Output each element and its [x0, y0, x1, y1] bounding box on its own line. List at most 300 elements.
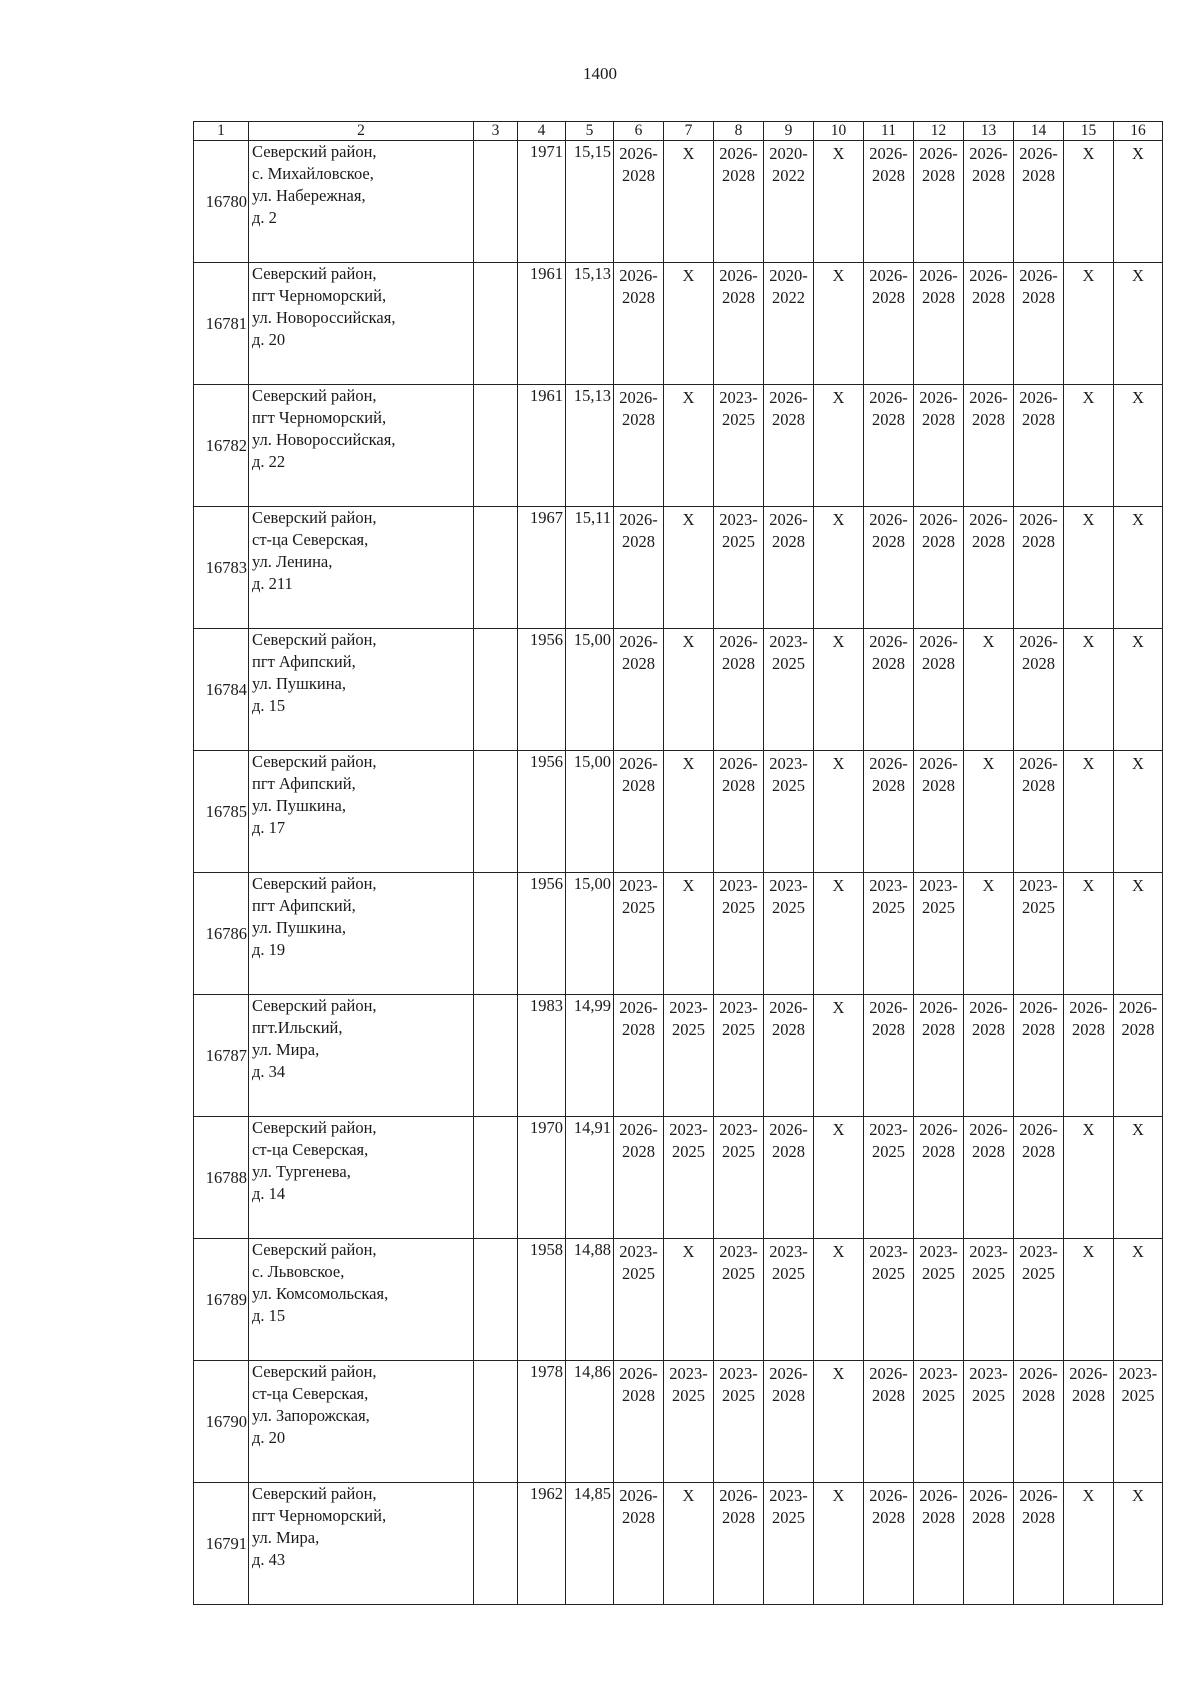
housing-register-table: [193, 121, 1163, 1605]
period-line: 2025: [722, 1264, 755, 1283]
record-id: 16786: [194, 873, 249, 995]
period-line: X: [682, 632, 695, 651]
period-line: X: [1082, 754, 1095, 773]
value-cell: 14,88: [566, 1239, 614, 1361]
period-line: 2026-: [1019, 1364, 1058, 1383]
address-line: пгт Черноморский,: [252, 1506, 387, 1525]
address-line: ул. Ленина,: [252, 552, 333, 571]
period-line: 2028: [922, 410, 955, 429]
period-line: 2028: [972, 288, 1005, 307]
period-line: X: [682, 144, 695, 163]
period-line: 2028: [722, 288, 755, 307]
period-cell: [664, 141, 714, 263]
period-cell: [814, 751, 864, 873]
value-cell: 15,00: [566, 629, 614, 751]
table-row: [194, 629, 1163, 751]
table-row: [194, 507, 1163, 629]
period-line: 2028: [1072, 1386, 1105, 1405]
period-line: 2025: [722, 1386, 755, 1405]
period-cell: [664, 629, 714, 751]
address-line: пгт Афипский,: [252, 774, 356, 793]
period-line: 2023-: [769, 876, 808, 895]
period-line: 2026-: [769, 388, 808, 407]
period-cell: [614, 507, 664, 629]
period-line: 2028: [722, 166, 755, 185]
period-line: 2025: [972, 1386, 1005, 1405]
address-line: ст-ца Северская,: [252, 1384, 369, 1403]
period-cell: [964, 385, 1014, 507]
period-line: 2026-: [919, 1486, 958, 1505]
year-cell: 1970: [518, 1117, 566, 1239]
period-line: 2028: [1022, 1020, 1055, 1039]
period-cell: [914, 629, 964, 751]
period-cell: [914, 263, 964, 385]
empty-cell: [474, 1361, 518, 1483]
address-cell: [249, 1361, 474, 1483]
period-line: 2026-: [969, 510, 1008, 529]
period-line: X: [982, 632, 995, 651]
period-line: 2028: [972, 1020, 1005, 1039]
period-cell: [714, 385, 764, 507]
period-cell: [1014, 1117, 1064, 1239]
address-line: д. 15: [252, 1306, 286, 1325]
period-line: 2028: [1022, 410, 1055, 429]
period-line: X: [832, 1364, 845, 1383]
address-cell: [249, 385, 474, 507]
period-line: 2028: [872, 776, 905, 795]
table-body: [194, 122, 1163, 1605]
column-number: 8: [714, 122, 764, 141]
year-cell: 1978: [518, 1361, 566, 1483]
period-cell: [714, 141, 764, 263]
address-cell: [249, 1483, 474, 1605]
period-line: 2026-: [969, 266, 1008, 285]
period-cell: [614, 263, 664, 385]
address-cell: [249, 995, 474, 1117]
address-cell: [249, 629, 474, 751]
record-id: 16783: [194, 507, 249, 629]
period-line: 2026-: [1019, 1486, 1058, 1505]
period-line: 2025: [922, 898, 955, 917]
address-line: ул. Пушкина,: [252, 674, 347, 693]
period-cell: [1014, 995, 1064, 1117]
address-line: Северский район,: [252, 630, 377, 649]
period-line: 2025: [772, 776, 805, 795]
period-line: 2028: [872, 410, 905, 429]
period-cell: [614, 1483, 664, 1605]
column-number: 9: [764, 122, 814, 141]
record-id: 16784: [194, 629, 249, 751]
value-cell: 15,11: [566, 507, 614, 629]
column-number: 13: [964, 122, 1014, 141]
period-cell: [764, 385, 814, 507]
period-line: 2028: [972, 532, 1005, 551]
period-cell: [864, 385, 914, 507]
period-line: 2028: [722, 1508, 755, 1527]
period-line: X: [1132, 754, 1144, 773]
period-cell: [1114, 751, 1163, 873]
period-line: X: [1132, 1120, 1144, 1139]
period-cell: [1064, 507, 1114, 629]
period-cell: [764, 751, 814, 873]
period-line: 2023-: [769, 1242, 808, 1261]
period-line: 2026-: [1019, 632, 1058, 651]
period-line: 2026-: [919, 632, 958, 651]
period-line: 2025: [1121, 1386, 1155, 1405]
period-cell: [1014, 1361, 1064, 1483]
period-line: 2026-: [769, 1364, 808, 1383]
address-line: ул. Тургенева,: [252, 1162, 351, 1181]
period-line: X: [1082, 266, 1095, 285]
period-line: 2028: [772, 1386, 805, 1405]
period-cell: [914, 751, 964, 873]
period-line: 2028: [972, 1142, 1005, 1161]
value-cell: 14,99: [566, 995, 614, 1117]
page-number: 1400: [583, 64, 617, 83]
period-cell: [814, 507, 864, 629]
period-line: 2026-: [769, 510, 808, 529]
period-line: 2028: [722, 776, 755, 795]
period-cell: [714, 995, 764, 1117]
period-line: X: [832, 144, 845, 163]
column-number: 12: [914, 122, 964, 141]
table-row: [194, 1239, 1163, 1361]
value-cell: 14,86: [566, 1361, 614, 1483]
period-line: X: [832, 876, 845, 895]
column-number: 2: [249, 122, 474, 141]
period-line: X: [832, 388, 845, 407]
period-line: X: [682, 388, 695, 407]
period-line: 2025: [972, 1264, 1005, 1283]
period-line: 2026-: [919, 510, 958, 529]
period-line: 2028: [1022, 654, 1055, 673]
address-line: ст-ца Северская,: [252, 1140, 369, 1159]
record-id: 16789: [194, 1239, 249, 1361]
period-line: 2023-: [919, 1364, 958, 1383]
period-line: 2026-: [719, 144, 758, 163]
period-cell: [1014, 1239, 1064, 1361]
period-cell: [764, 141, 814, 263]
period-cell: [614, 873, 664, 995]
period-line: X: [1132, 1486, 1144, 1505]
address-line: д. 2: [252, 208, 277, 227]
address-line: Северский район,: [252, 508, 377, 527]
period-cell: [814, 995, 864, 1117]
period-line: 2028: [922, 166, 955, 185]
period-line: 2025: [722, 1142, 755, 1161]
period-line: 2026-: [869, 1486, 908, 1505]
period-line: 2026-: [919, 754, 958, 773]
period-cell: [1114, 995, 1163, 1117]
address-line: ул. Пушкина,: [252, 796, 347, 815]
period-line: 2028: [1072, 1020, 1105, 1039]
period-line: 2023-: [719, 388, 758, 407]
period-line: 2028: [622, 776, 655, 795]
period-cell: [964, 995, 1014, 1117]
period-line: 2028: [872, 1020, 905, 1039]
period-cell: [714, 873, 764, 995]
period-line: 2026-: [969, 144, 1008, 163]
address-line: Северский район,: [252, 1240, 377, 1259]
address-line: ул. Новороссийская,: [252, 308, 396, 327]
period-cell: [914, 873, 964, 995]
period-cell: [664, 873, 714, 995]
period-line: 2028: [1022, 776, 1055, 795]
column-number: 16: [1114, 122, 1163, 141]
record-id: 16787: [194, 995, 249, 1117]
period-line: 2026-: [619, 754, 658, 773]
period-line: 2023-: [1118, 1364, 1158, 1383]
period-line: 2028: [622, 1020, 655, 1039]
period-cell: [1064, 141, 1114, 263]
period-cell: [714, 1239, 764, 1361]
period-line: 2023-: [769, 754, 808, 773]
period-cell: [1014, 1483, 1064, 1605]
address-line: Северский район,: [252, 386, 377, 405]
address-line: с. Львовское,: [252, 1262, 345, 1281]
year-cell: 1956: [518, 629, 566, 751]
period-cell: [964, 141, 1014, 263]
address-line: пгт.Ильский,: [252, 1018, 343, 1037]
address-line: д. 211: [252, 574, 293, 593]
year-cell: 1983: [518, 995, 566, 1117]
period-line: 2026-: [1019, 388, 1058, 407]
period-cell: [964, 263, 1014, 385]
period-line: X: [1132, 266, 1144, 285]
period-cell: [764, 1239, 814, 1361]
period-line: 2028: [922, 1508, 955, 1527]
period-line: X: [1082, 144, 1095, 163]
value-cell: 14,91: [566, 1117, 614, 1239]
address-line: ул. Комсомольская,: [252, 1284, 389, 1303]
period-line: 2025: [772, 1264, 805, 1283]
period-line: 2025: [872, 1142, 905, 1161]
period-cell: [614, 1239, 664, 1361]
year-cell: 1961: [518, 263, 566, 385]
period-cell: [914, 385, 964, 507]
period-line: 2026-: [719, 754, 758, 773]
period-cell: [1114, 1361, 1163, 1483]
period-line: 2028: [872, 288, 905, 307]
period-line: 2022: [772, 166, 805, 185]
period-line: 2026-: [719, 1486, 758, 1505]
period-cell: [864, 873, 914, 995]
table-row: [194, 263, 1163, 385]
period-line: 2028: [922, 654, 955, 673]
period-line: X: [1082, 632, 1095, 651]
period-cell: [1064, 1117, 1114, 1239]
period-line: 2023-: [669, 1364, 708, 1383]
period-line: 2028: [622, 532, 655, 551]
period-line: X: [1082, 1486, 1095, 1505]
period-line: 2023-: [619, 876, 658, 895]
period-line: 2028: [922, 776, 955, 795]
address-line: д. 14: [252, 1184, 286, 1203]
address-line: д. 34: [252, 1062, 286, 1081]
value-cell: 15,13: [566, 263, 614, 385]
period-line: 2023-: [919, 1242, 958, 1261]
period-line: 2028: [772, 532, 805, 551]
period-line: 2020-: [769, 266, 808, 285]
period-cell: [764, 629, 814, 751]
period-line: 2023-: [869, 876, 908, 895]
period-line: 2023-: [719, 1242, 758, 1261]
period-line: 2028: [772, 410, 805, 429]
period-line: 2028: [1022, 288, 1055, 307]
period-line: 2025: [672, 1020, 705, 1039]
period-cell: [864, 507, 914, 629]
period-line: X: [1132, 1242, 1144, 1261]
period-cell: [714, 263, 764, 385]
period-line: 2025: [872, 1264, 905, 1283]
period-line: X: [1132, 632, 1144, 651]
period-line: 2026-: [1069, 1364, 1108, 1383]
empty-cell: [474, 1117, 518, 1239]
empty-cell: [474, 751, 518, 873]
period-line: 2025: [772, 654, 805, 673]
period-cell: [1014, 751, 1064, 873]
period-cell: [614, 995, 664, 1117]
address-cell: [249, 751, 474, 873]
address-line: ст-ца Северская,: [252, 530, 369, 549]
period-cell: [864, 141, 914, 263]
period-cell: [1114, 263, 1163, 385]
period-cell: [664, 1483, 714, 1605]
period-cell: [614, 751, 664, 873]
table-row: [194, 141, 1163, 263]
period-cell: [914, 1361, 964, 1483]
period-line: 2023-: [1019, 1242, 1058, 1261]
period-line: 2028: [972, 1508, 1005, 1527]
empty-cell: [474, 629, 518, 751]
period-line: 2028: [872, 1508, 905, 1527]
period-line: 2026-: [869, 388, 908, 407]
period-line: 2028: [622, 1508, 655, 1527]
period-line: 2023-: [919, 876, 958, 895]
period-cell: [714, 1483, 764, 1605]
period-line: 2026-: [1118, 998, 1158, 1017]
address-line: Северский район,: [252, 874, 377, 893]
column-number: 5: [566, 122, 614, 141]
period-line: 2028: [622, 654, 655, 673]
column-number: 15: [1064, 122, 1114, 141]
period-line: 2026-: [919, 144, 958, 163]
period-cell: [714, 1361, 764, 1483]
period-line: 2026-: [619, 632, 658, 651]
address-cell: [249, 263, 474, 385]
period-line: 2028: [622, 410, 655, 429]
period-line: 2026-: [619, 998, 658, 1017]
period-line: 2028: [872, 654, 905, 673]
period-line: 2023-: [719, 1120, 758, 1139]
period-cell: [864, 1117, 914, 1239]
period-cell: [864, 1483, 914, 1605]
period-cell: [814, 1117, 864, 1239]
period-line: 2028: [922, 1020, 955, 1039]
period-line: 2026-: [969, 998, 1008, 1017]
period-line: 2025: [622, 898, 655, 917]
value-cell: 15,00: [566, 873, 614, 995]
period-cell: [964, 1361, 1014, 1483]
table-row: [194, 1361, 1163, 1483]
address-line: ул. Мира,: [252, 1528, 320, 1547]
period-line: 2023-: [869, 1242, 908, 1261]
column-number: 14: [1014, 122, 1064, 141]
period-cell: [664, 1239, 714, 1361]
period-line: 2026-: [1019, 510, 1058, 529]
period-line: 2028: [1022, 1386, 1055, 1405]
record-id: 16788: [194, 1117, 249, 1239]
period-line: 2023-: [769, 1486, 808, 1505]
period-cell: [1014, 507, 1064, 629]
period-line: 2025: [622, 1264, 655, 1283]
period-cell: [1114, 1483, 1163, 1605]
period-cell: [1014, 629, 1064, 751]
period-cell: [714, 1117, 764, 1239]
empty-cell: [474, 995, 518, 1117]
period-line: X: [832, 1242, 845, 1261]
period-line: 2028: [972, 410, 1005, 429]
period-cell: [964, 1117, 1014, 1239]
year-cell: 1956: [518, 751, 566, 873]
period-line: 2028: [1022, 532, 1055, 551]
address-line: д. 20: [252, 330, 286, 349]
period-line: 2026-: [1019, 998, 1058, 1017]
period-cell: [664, 751, 714, 873]
empty-cell: [474, 1483, 518, 1605]
period-line: 2028: [1022, 1142, 1055, 1161]
period-line: 2026-: [919, 266, 958, 285]
table-row: [194, 1117, 1163, 1239]
period-line: X: [832, 1120, 845, 1139]
period-cell: [964, 751, 1014, 873]
record-id: 16781: [194, 263, 249, 385]
column-number: 7: [664, 122, 714, 141]
empty-cell: [474, 507, 518, 629]
empty-cell: [474, 873, 518, 995]
column-number: 1: [194, 122, 249, 141]
period-cell: [1064, 1239, 1114, 1361]
period-line: 2026-: [1019, 266, 1058, 285]
period-line: 2023-: [719, 510, 758, 529]
period-line: 2026-: [619, 1120, 658, 1139]
period-cell: [1064, 629, 1114, 751]
period-line: 2028: [622, 1142, 655, 1161]
period-line: 2026-: [1019, 144, 1058, 163]
period-cell: [1114, 507, 1163, 629]
period-cell: [914, 1239, 964, 1361]
period-cell: [664, 995, 714, 1117]
period-cell: [1064, 1361, 1114, 1483]
address-line: Северский район,: [252, 264, 377, 283]
period-line: 2022: [772, 288, 805, 307]
period-cell: [914, 141, 964, 263]
year-cell: 1958: [518, 1239, 566, 1361]
period-line: 2026-: [769, 998, 808, 1017]
period-cell: [864, 751, 914, 873]
address-line: Северский район,: [252, 1484, 377, 1503]
period-line: 2026-: [1019, 754, 1058, 773]
record-id: 16790: [194, 1361, 249, 1483]
table-row: [194, 1483, 1163, 1605]
address-line: Северский район,: [252, 752, 377, 771]
period-cell: [1064, 385, 1114, 507]
period-line: X: [832, 998, 845, 1017]
period-cell: [964, 507, 1014, 629]
period-line: X: [1082, 1242, 1095, 1261]
period-line: 2028: [622, 166, 655, 185]
period-line: 2026-: [1069, 998, 1108, 1017]
